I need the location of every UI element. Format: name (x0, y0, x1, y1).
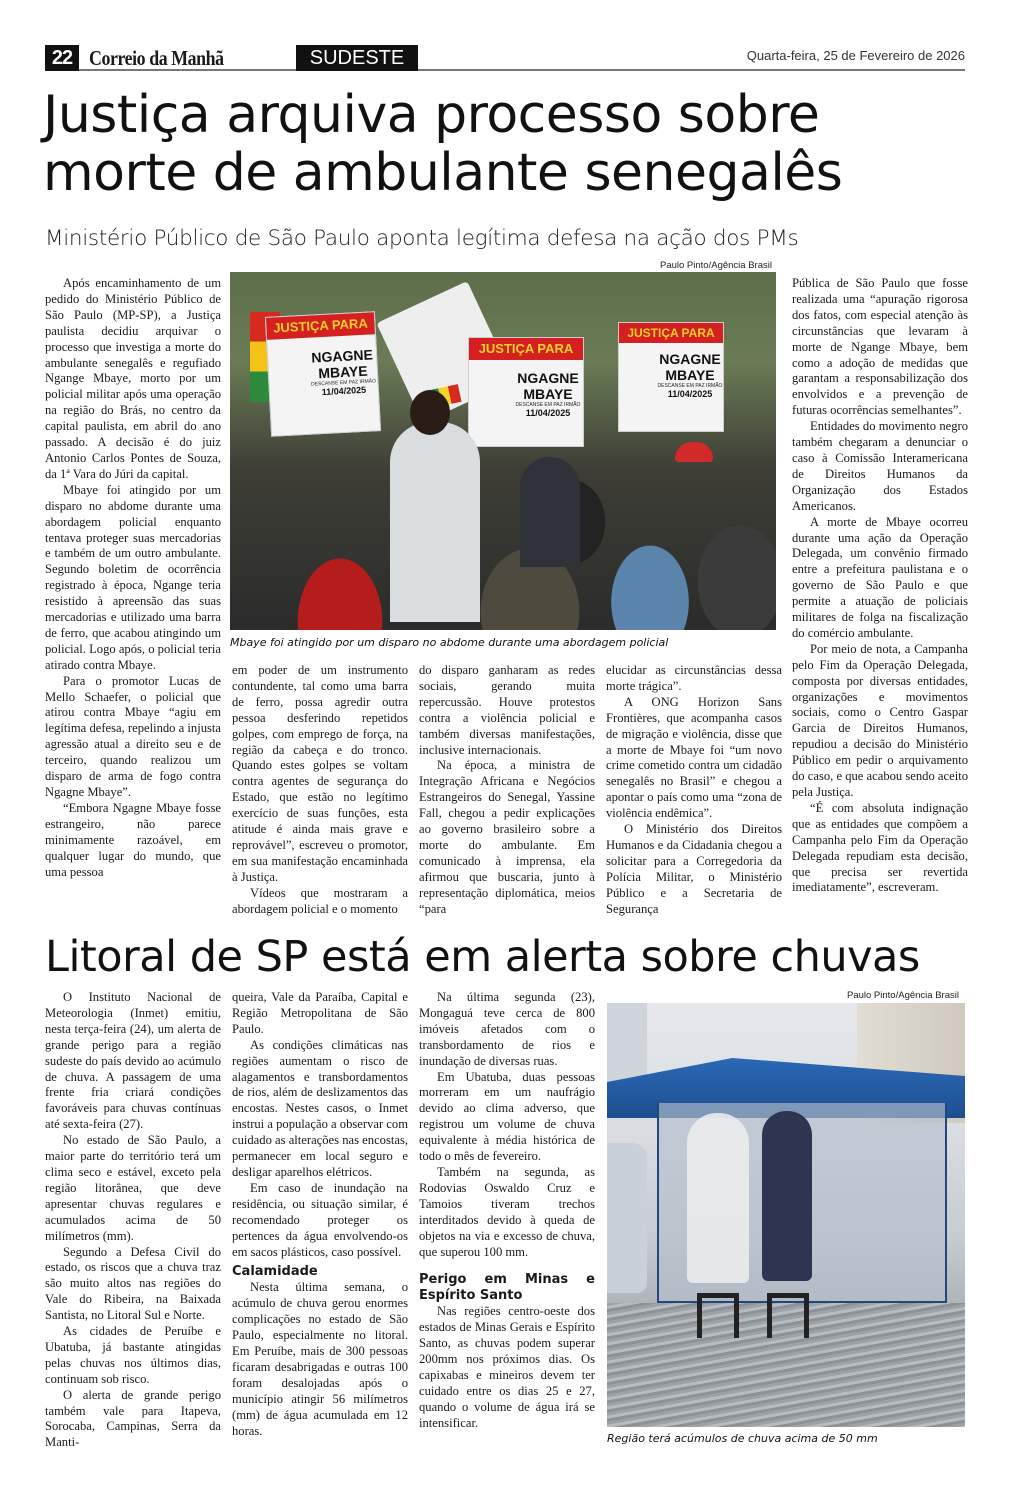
article2-column-3 (419, 990, 595, 1432)
paragraph: Para o promotor Lucas de Mello Schaefer, o policial que atirou contra Mbaye “agiu em legítima defesa, repelindo a injusta agressão atual a direito seu e de terceiro, quando realizou um disparo de arma de fogo contra Ngagne Mbaye”. (45, 673, 221, 799)
article1-column-3 (419, 663, 595, 918)
paragraph: Após encaminhamento de um pedido do Ministério Público de São Paulo (MP-SP), a Justiça paulista decidiu arquivar o processo que investiga a morte do ambulante senegalês e regufiado Ngange Mbaye, morto por um policial militar após uma operação na região do Brás, no centro da capital paulista, em abril do ano passado. A decisão é do juiz Antonio Carlos Pontes de Souza, da 1ª Vara do Júri da capital. (45, 276, 221, 481)
paragraph: Também na segunda, as Rodovias Oswaldo Cruz e Tamoios tiveram trechos interditados devido à queda de objetos na via e excesso de chuva, que superou 100 mm. (419, 1164, 595, 1259)
protest-photo (230, 272, 776, 630)
article1-deck: Ministério Público de São Paulo aponta legítima defesa na ação dos PMs (45, 226, 799, 251)
photo1-credit: Paulo Pinto/Agência Brasil (660, 260, 772, 271)
paragraph: O Ministério dos Direitos Humanos e da Cidadania chegou a solicitar para a Corregedoria da Polícia Militar, o Ministério Público e a Secretaria de Segurança (606, 822, 782, 916)
article1-column-1 (45, 276, 221, 880)
paragraph: As condições climáticas nas regiões aumentam o risco de alagamentos e transbordamentos de rios, além de deslizamentos das encostas. Nestes casos, o Inmet instrui a população a observar com cuidado as alterações nas encostas, permanecer em local seguro e desligar aparelhos elétricos. (232, 1037, 408, 1179)
article2-column-1 (45, 990, 221, 1451)
paragraph: Nas regiões centro-oeste dos estados de Minas Gerais e Espírito Santo, as chuvas podem superar 200mm nos próximos dias. Os capixabas e mineiros devem ter cuidado entre os dias 25 e 27, quando o volume de água irá se intensificar. (419, 1304, 595, 1430)
paragraph: em poder de um instrumento contundente, tal como uma barra de ferro, possa agredir outra pessoa desferindo repetidos golpes, com emprego de força, na região da cabeça e do tronco. Quando estes golpes se voltam contra agentes de segurança do Estado, que estão no legítimo exercício de suas funções, esta atitude é ainda mais grave e reprovável”, escreveu o promotor, em sua manifestação encaminhada à Justiça. (232, 663, 408, 884)
subhead-perigo-minas: Perigo em Minas e Espírito Santo (419, 1272, 595, 1304)
photo1-caption: Mbaye foi atingido por um disparo no abdome durante uma abordagem policial (230, 636, 669, 649)
article1-column-2 (232, 663, 408, 918)
paragraph: “É com absoluta indignação que as entidades que compõem a Campanha pelo Fim da Operação Delegada repudiam esta decisão, que precisa ser revertida imediatamente”, escreveram. (792, 800, 968, 895)
protest-sign: JUSTIÇA PARA NGAGNE MBAYE DESCANSE EM PAZ IRMÃO 11/04/2025 (618, 322, 724, 432)
photographer (520, 457, 580, 567)
paragraph: do disparo ganharam as redes sociais, gerando muita repercussão. Houve protestos contra a violência policial e também diversas manifestações, inclusive internacionais. (419, 663, 595, 757)
paragraph: Vídeos que mostraram a abordagem policial e o momento (232, 885, 408, 916)
paragraph: O alerta de grande perigo também vale para Itapeva, Sorocaba, Campinas, Serra da Manti- (45, 1387, 221, 1450)
paragraph: Nesta última semana, o acúmulo de chuva gerou enormes complicações no estado de São Paulo, especialmente no litoral. Em Peruíbe, mais de 300 pessoas ficaram desabrigadas e outras 100 foram desalojadas após o município atingir 56 milímetros (mm) de água acumulada em 12 horas. (232, 1280, 408, 1438)
paragraph: O Instituto Nacional de Meteorologia (Inmet) emitiu, nesta terça-feira (24), um alerta de grande perigo para a região sudeste do país devido ao acúmulo de chuva. A passagem de uma frente fria criará condições favoráveis para chuvas contínuas até sexta-feira (27). (45, 990, 221, 1132)
paragraph: No estado de São Paulo, a maior parte do território terá um clima seco e estável, exceto pela região litorânea, que deve apresentar chuvas regulares e acumulados acima de 50 milímetros (mm). (45, 1133, 221, 1243)
protester-head (410, 390, 450, 435)
article1-column-4 (606, 663, 782, 918)
article1-column-5 (792, 276, 968, 896)
paragraph: Segundo a Defesa Civil do estado, os riscos que a chuva traz são muito altos nas regiões do Vale do Ribeira, na Baixada Santista, no Litoral Sul e Norte. (45, 1244, 221, 1323)
paragraph: Na época, a ministra de Integração Africana e Negócios Estrangeiros do Senegal, Yassine Fall, chegou a pedir explicações ao governo brasileiro sobre a morte do ambulante. Em comunicado à imprensa, ela afirmou que buscaria, junto à representação diplomática, meios “para (419, 758, 595, 916)
page-number: 22 (45, 45, 79, 71)
article2-column-2 (232, 990, 408, 1439)
photo2-caption: Região terá acúmulos de chuva acima de 50 mm (607, 1432, 878, 1445)
paragraph: Na última segunda (23), Mongaguá teve cerca de 800 imóveis afetados com o transbordamento de rios e inundação de diversas ruas. (419, 990, 595, 1068)
subhead-calamidade: Calamidade (232, 1264, 318, 1280)
headline-line-2: morte de ambulante senegalês (43, 143, 843, 203)
paragraph: Em caso de inundação na residência, ou situação similar, é recomendado proteger os pertences da água envolvendo-os em sacos plásticos, caso possível. (232, 1180, 408, 1259)
photo2-credit: Paulo Pinto/Agência Brasil (847, 990, 959, 1001)
article1-headline (43, 86, 973, 202)
paragraph: queira, Vale da Paraíba, Capital e Região Metropolitana de São Paulo. (232, 990, 408, 1036)
protester (390, 422, 480, 622)
red-cap (675, 442, 713, 462)
publication-date: Quarta-feira, 25 de Fevereiro de 2026 (746, 48, 965, 63)
headline-line-1: Justiça arquiva processo sobre (43, 85, 820, 145)
masthead (45, 45, 965, 71)
paragraph: Em Ubatuba, duas pessoas morreram em um naufrágio devido ao clima adverso, que registrou um volume de chuva equivalente à média histórica de todo o mês de fevereiro. (419, 1069, 595, 1164)
person-raincoat (687, 1113, 749, 1283)
rain-photo (607, 1003, 965, 1427)
paragraph: Entidades do movimento negro também chegaram a denunciar o caso à Comissão Interamericana de Direitos Humanos da Organização dos Estados Americanos. (792, 419, 968, 513)
paragraph: A ONG Horizon Sans Frontières, que acompanha casos de migração e violência, disse que a morte de Mbaye foi “um novo crime cometido contra um cidadão senegalês no Brasil” e chegou a apontar o país como uma “zona de violência endêmica”. (606, 694, 782, 821)
section-tag: SUDESTE (296, 45, 418, 71)
paragraph: As cidades de Peruíbe e Ubatuba, já bastante atingidas pelas chuvas nos últimos dias, continuam sob risco. (45, 1324, 221, 1386)
paragraph: Pública de São Paulo que fosse realizada uma “apuração rigorosa dos fatos, com especial atenção às circunstâncias que levaram à morte de Ngange Mbaye, bem como a adoção de medidas que garantam a responsabilização dos envolvidos e a prevenção de futuras ocorrências semelhantes”. (792, 276, 968, 418)
paragraph: Por meio de nota, a Campanha pelo Fim da Operação Delegada, composta por diversas entidades, organizações e movimentos sociais, como o Centro Gaspar Garcia de Direitos Humanos, repudiou a decisão do Ministério Público em pedir o arquivamento do caso, e que acabou sendo aceito pela Justiça. (792, 641, 968, 799)
building (607, 1003, 647, 1083)
stool (697, 1293, 739, 1338)
article2-headline: Litoral de SP está em alerta sobre chuvas (45, 932, 920, 982)
paragraph: Mbaye foi atingido por um disparo no abdome durante uma abordagem policial enquanto tentava proteger suas mercadorias e também de um outro ambulante. Segundo boletim de ocorrência registrado à época, Ngange teria resistido à apreensão das suas mercadorias e utilizado uma barra de ferro, que acabou atingindo um policial. Logo após, o policial teria atirado contra Mbaye. (45, 482, 221, 672)
car (607, 1143, 647, 1293)
paragraph: A morte de Mbaye ocorreu durante uma ação da Operação Delegada, um convênio firmado entre a prefeitura paulistana e o governo de São Paulo e que permite a atuação de policiais militares de folga na fiscalização do comércio ambulante. (792, 514, 968, 640)
stool (767, 1293, 809, 1338)
person-dark-clothes (762, 1111, 812, 1281)
paragraph: “Embora Ngagne Mbaye fosse estrangeiro, não parece minimamente razoável, em qualquer lugar do mundo, que uma pessoa (45, 800, 221, 879)
paragraph: elucidar as circunstâncias dessa morte trágica”. (606, 663, 782, 693)
protest-sign: JUSTIÇA PARA NGAGNE MBAYE DESCANSE EM PAZ IRMÃO 11/04/2025 (265, 311, 381, 437)
protest-sign: JUSTIÇA PARA NGAGNE MBAYE DESCANSE EM PAZ IRMÃO 11/04/2025 (468, 337, 584, 447)
newspaper-name: Correio da Manhã (89, 46, 224, 70)
